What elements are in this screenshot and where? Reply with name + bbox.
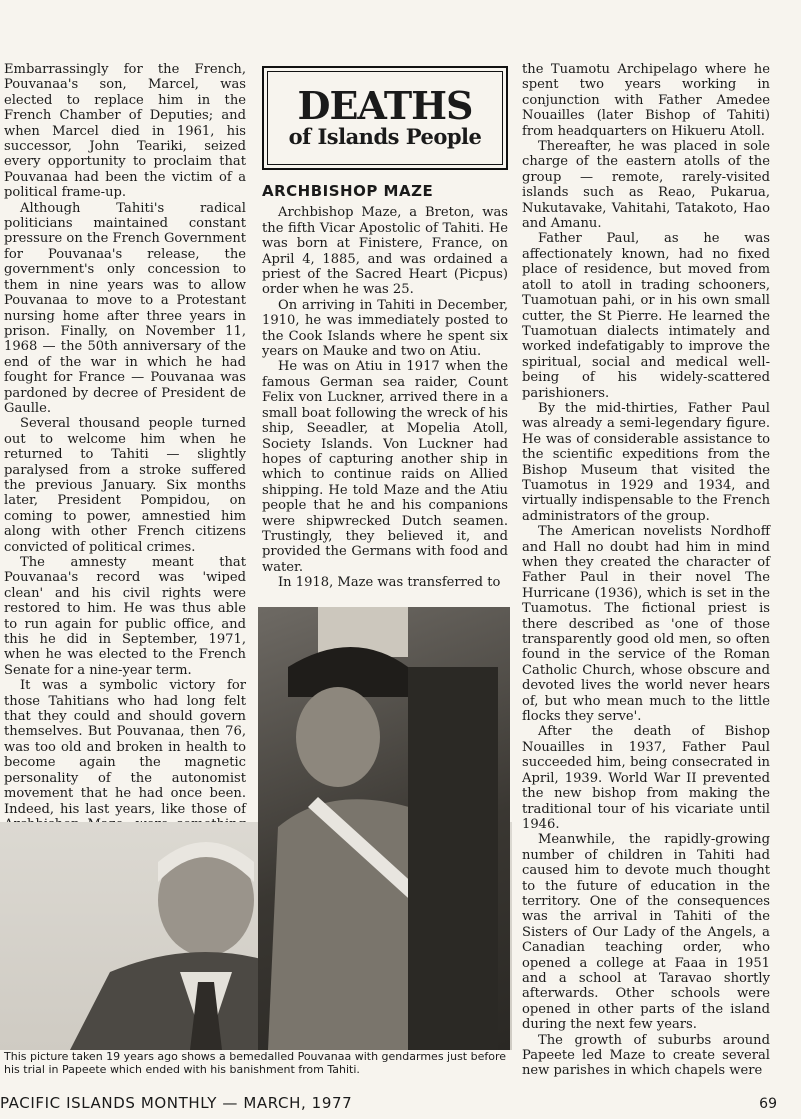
- middle-column: [262, 0, 508, 591]
- paragraph: Several thousand people turned out to welcome him when he returned to Tahiti — slightly paralysed from a stroke suffered the previous January. Six months later, President Pompidou, on coming to power, amnestied him along with other French citizens convicted of political crimes.: [4, 416, 246, 555]
- photograph-gendarme: [258, 607, 510, 1050]
- paragraph: Meanwhile, the rapidly-growing number of children in Tahiti had caused him to devote much thought to the future of education in the territory. One of the consequences was the arrival in Tahiti of the Sisters of Our Lady of the Angels, a Canadian teaching order, who opened a college at Faaa in 1951 and a school at Taravao shortly afterwards. Other schools were opened in other parts of the island during the next few years.: [522, 832, 770, 1033]
- section-title-box: [262, 66, 508, 170]
- paragraph: the Tuamotu Archipelago where he spent two years working in conjunction with Father Amedee Nouailles (later Bishop of Tahiti) from headquarters on Hikueru Atoll.: [522, 62, 770, 139]
- left-column: [4, 62, 246, 863]
- paragraph: On arriving in Tahiti in December, 1910, he was immediately posted to the Cook Islands where he spent six years on Mauke and two on Atiu.: [262, 297, 508, 360]
- paragraph: The growth of suburbs around Papeete led Maze to create several new parishes in which chapels were: [522, 1032, 770, 1079]
- paragraph: Although Tahiti's radical politicians maintained constant pressure on the French Government for Pouvanaa's release, the government's only concession to them in nine years was to allow Pouvanaa to move to a Protestant nursing home after three years in prison. Finally, on November 11, 1968 — the 50th anniversary of the end of the war in which he had fought for France — Pouvanaa was pardoned by decree of President de Gaulle.: [4, 200, 247, 416]
- paragraph: Embarrassingly for the French, Pouvanaa's son, Marcel, was elected to replace him in the French Chamber of Deputies; and when Marcel died in 1961, his successor, John Teariki, seized every opportunity to proclaim that Pouvanaa had been the victim of a political frame-up.: [4, 62, 246, 201]
- section-title: DEATHS: [297, 83, 473, 128]
- right-column: [522, 62, 770, 1079]
- paragraph: After the death of Bishop Nouailles in 1937, Father Paul succeeded him, being consecrated in April, 1939. World War II prevented the new bishop from making the traditional tour of his vicariate until 1946.: [522, 724, 770, 832]
- article-heading: ARCHBISHOP MAZE: [262, 182, 434, 200]
- paragraph: Archbishop Maze, a Breton, was the fifth Vicar Apostolic of Tahiti. He was born at Finistere, France, on April 4, 1885, and was ordained a priest of the Sacred Heart (Picpus) order when he was 25.: [262, 205, 508, 298]
- paragraph: It was a symbolic victory for those Tahitians who had long felt that they could and should govern themselves. But Pouvanaa, then 76, was too old and broken in health to become again the magnetic personality of the autonomist movement that he had once been. Indeed, his last years, like those of: [4, 678, 246, 817]
- photo-caption: This picture taken 19 years ago shows a bemedalled Pouvanaa with gendarmes just before his trial in Papeete which ended with his banishment from Tahiti.: [4, 1050, 507, 1076]
- paragraph: By the mid-thirties, Father Paul was already a semi-legendary figure. He was of considerable assistance to the scientific expeditions from the Bishop Museum that visited the Tuamotus in 1929 and 1934, and virtually indispensable to the French administrators of the group.: [522, 400, 770, 524]
- paragraph: Father Paul, as he was affectionately known, had no fixed place of residence, but moved from atoll to atoll in trading schooners, Tuamotuan pahi, or in his own small cutter, the St Pierre. He learned the Tuamotuan dialects intimately and worked indefatigably to improve the spiritual, social and medical well-being of his widely-scattered parishioners.: [522, 231, 770, 401]
- page-number: 69: [759, 1096, 777, 1112]
- publication-footer: PACIFIC ISLANDS MONTHLY — MARCH, 1977: [0, 1094, 353, 1112]
- section-subtitle: of Islands People: [288, 124, 482, 149]
- paragraph: Thereafter, he was placed in sole charge of the eastern atolls of the group — remote, rarely-visited islands such as Reao, Pukarua, Nukutavake, Vahitahi, Tatakoto, Hao and Amanu.: [522, 139, 770, 232]
- paragraph: He was on Atiu in 1917 when the famous German sea raider, Count Felix von Luckner, arrived there in a small boat following the wreck of his ship, Seeadler, at Mopelia Atoll, Society Islands. Von Luckner had hopes of capturing another ship in which to continue raids on Allied shipping. He told Maze and the Atiu people that he and his companions were shipwrecked Dutch seamen. Trustingly, they believed it, and provided the Germans with food and water.: [262, 359, 508, 575]
- paragraph: In 1918, Maze was transferred to: [278, 575, 501, 591]
- paragraph: The amnesty meant that Pouvanaa's record was 'wiped clean' and his civil rights were restored to him. He was thus able to run again for public office, and this he did in September, 1971, when he was elected to the French Senate for a nine-year term.: [4, 555, 246, 678]
- paragraph: The American novelists Nordhoff and Hall no doubt had him in mind when they created the character of Father Paul in their novel The Hurricane (1936), which is set in the Tuamotus. The fictional priest is there described as 'one of those transparently good old men, so often found in the service of the Roman Catholic Church, whose obscure and devoted lives the world never hears of, but who mean much to the little flocks they serve'.: [522, 524, 770, 725]
